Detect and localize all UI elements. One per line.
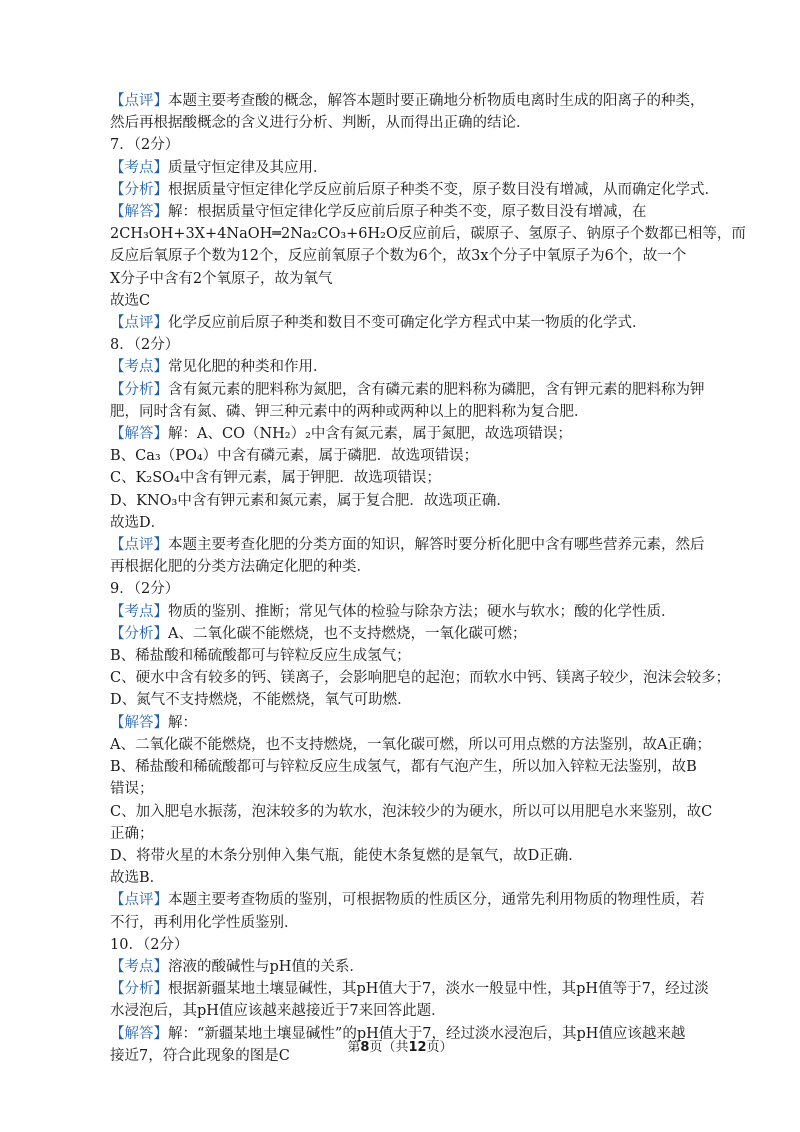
- line-text: 9．（2分）: [110, 581, 180, 598]
- section-tag: 【解答】: [110, 1025, 168, 1042]
- line-text: 接近7，符合此现象的图是C: [110, 1047, 290, 1064]
- text-line: [110, 356, 710, 378]
- text-line: [110, 334, 710, 356]
- document-body: [110, 90, 746, 1067]
- text-line: [110, 112, 710, 134]
- text-line: [110, 534, 710, 556]
- text-line: [110, 956, 710, 978]
- text-line: [110, 268, 710, 290]
- line-text: 化学反应前后原子种类和数目不变可确定化学方程式中某一物质的化学式．: [168, 315, 647, 332]
- footer-prefix: 第: [347, 1040, 361, 1055]
- section-tag: 【分析】: [110, 181, 168, 198]
- line-text: D、KNO₃中含有钾元素和氮元素，属于复合肥．故选项正确．: [110, 492, 511, 509]
- text-line: [110, 134, 710, 156]
- text-line: [110, 445, 710, 467]
- line-text: 错误；: [110, 781, 154, 798]
- text-line: [110, 312, 710, 334]
- section-tag: 【分析】: [110, 381, 168, 398]
- line-text: 不行，再利用化学性质鉴别．: [110, 914, 299, 931]
- line-text: D、氮气不支持燃烧，不能燃烧，氧气可助燃．: [110, 692, 412, 709]
- section-tag: 【分析】: [110, 981, 168, 998]
- section-tag: 【点评】: [110, 93, 168, 109]
- line-text: 再根据化肥的分类方法确定化肥的种类．: [110, 559, 371, 576]
- text-line: [110, 423, 710, 445]
- line-text: B、稀盐酸和稀硫酸都可与锌粒反应生成氢气；: [110, 648, 411, 665]
- line-text: A、二氧化碳不能燃烧，也不支持燃烧，一氧化碳可燃，所以可用点燃的方法鉴别，故A正确；: [110, 736, 711, 753]
- line-text: C、K₂SO₄中含有钾元素，属于钾肥．故选项错误；: [110, 470, 441, 487]
- text-line: [110, 179, 719, 201]
- line-text: 解：: [168, 714, 197, 731]
- line-text: 含有氮元素的肥料称为氮肥，含有磷元素的肥料称为磷肥，含有钾元素的肥料称为钾: [168, 381, 705, 398]
- line-text: B、Ca₃（PO₄）中含有磷元素，属于磷肥．故选项错误；: [110, 448, 479, 465]
- text-line: [110, 845, 710, 867]
- line-text: 溶液的酸碱性与pH值的关系．: [168, 958, 364, 975]
- text-line: [110, 290, 710, 312]
- line-text: 质量守恒定律及其应用．: [168, 159, 328, 176]
- line-text: 故选C: [110, 292, 151, 309]
- text-line: [110, 778, 710, 800]
- section-tag: 【点评】: [110, 537, 168, 554]
- line-text: 正确；: [110, 825, 154, 842]
- text-line: [110, 623, 710, 645]
- text-line: [110, 912, 710, 934]
- line-text: 根据新疆某地土壤显碱性，其pH值大于7，淡水一般显中性，其pH值等于7，经过淡: [168, 981, 709, 998]
- text-line: [110, 90, 710, 112]
- text-line: [110, 223, 746, 245]
- text-line: [110, 734, 710, 756]
- section-tag: 【考点】: [110, 359, 168, 376]
- text-line: [110, 512, 710, 534]
- total-page-count: 12: [408, 1040, 427, 1055]
- current-page-number: 8: [360, 1040, 370, 1055]
- text-line: [110, 245, 710, 267]
- text-line: [110, 645, 710, 667]
- line-text: 反应后氧原子个数为12个，反应前氧原子个数为6个，故3x个分子中氧原子为6个，故一个: [110, 248, 687, 265]
- text-line: [110, 490, 710, 512]
- line-text: 肥，同时含有氮、磷、钾三种元素中的两种或两种以上的肥料称为复合肥．: [110, 403, 589, 420]
- text-line: [110, 689, 710, 711]
- footer-middle: 页（共: [369, 1040, 409, 1055]
- line-text: 故选D．: [110, 514, 166, 531]
- line-text: 水浸泡后，其pH值应该越来越接近于7来回答此题．: [110, 1003, 446, 1020]
- line-text: 根据质量守恒定律化学反应前后原子种类不变，原子数目没有增减，从而确定化学式．: [168, 181, 719, 198]
- line-text: 常见化肥的种类和作用．: [168, 359, 328, 376]
- section-tag: 【解答】: [110, 204, 168, 221]
- section-tag: 【考点】: [110, 159, 168, 176]
- section-tag: 【考点】: [110, 958, 168, 975]
- text-line: [110, 667, 731, 689]
- line-text: A、二氧化碳不能燃烧，也不支持燃烧，一氧化碳可燃；: [168, 625, 527, 642]
- line-text: 10．（2分）: [110, 936, 189, 953]
- text-line: [110, 157, 710, 179]
- text-line: [110, 401, 710, 423]
- text-line: [110, 801, 713, 823]
- line-text: 2CH₃OH+3X+4NaOH═2Na₂CO₃+6H₂O反应前后，碳原子、氢原子、钠原子个数都已相等，而: [110, 226, 746, 243]
- text-line: [110, 467, 710, 489]
- section-tag: 【解答】: [110, 426, 168, 443]
- section-tag: 【解答】: [110, 714, 168, 731]
- text-line: [110, 978, 710, 1000]
- line-text: 7．（2分）: [110, 137, 180, 154]
- line-text: D、将带火星的木条分别伸入集气瓶，能使木条复燃的是氧气，故D正确．: [110, 847, 583, 864]
- text-line: [110, 889, 710, 911]
- section-tag: 【点评】: [110, 315, 168, 332]
- text-line: [110, 756, 710, 778]
- line-text: 本题主要考查物质的鉴别，可根据物质的性质区分，通常先利用物质的物理性质，若: [168, 892, 705, 909]
- line-text: 物质的鉴别、推断；常见气体的检验与除杂方法；硬水与软水；酸的化学性质．: [168, 603, 676, 620]
- line-text: X分子中含有2个氧原子，故为氧气: [110, 270, 333, 287]
- line-text: 本题主要考查酸的概念，解答本题时要正确地分析物质电离时生成的阳离子的种类，: [168, 93, 705, 109]
- text-line: [110, 201, 710, 223]
- section-tag: 【分析】: [110, 625, 168, 642]
- footer-suffix: 页）: [426, 1040, 453, 1055]
- text-line: [110, 1000, 710, 1022]
- line-text: 解：“新疆某地土壤显碱性”的pH值大于7，经过淡水浸泡后，其pH值应该越来越: [168, 1025, 686, 1042]
- section-tag: 【点评】: [110, 892, 168, 909]
- text-line: [110, 601, 710, 623]
- section-tag: 【考点】: [110, 603, 168, 620]
- text-line: [110, 934, 710, 956]
- line-text: B、稀盐酸和稀硫酸都可与锌粒反应生成氢气，都有气泡产生，所以加入锌粒无法鉴别，故B: [110, 759, 697, 776]
- text-line: [110, 712, 710, 734]
- text-line: [110, 867, 710, 889]
- line-text: 本题主要考查化肥的分类方面的知识，解答时要分析化肥中含有哪些营养元素，然后: [168, 537, 705, 554]
- line-text: 8．（2分）: [110, 337, 180, 354]
- text-line: [110, 578, 710, 600]
- text-line: [110, 823, 710, 845]
- line-text: C、硬水中含有较多的钙、镁离子，会影响肥皂的起泡；而软水中钙、镁离子较少，泡沫会较多；: [110, 670, 731, 687]
- line-text: 故选B．: [110, 870, 165, 887]
- line-text: 然后再根据酸概念的含义进行分析、判断，从而得出正确的结论．: [110, 115, 531, 132]
- line-text: C、加入肥皂水振荡，泡沫较多的为软水，泡沫较少的为硬水，所以可以用肥皂水来鉴别，故C: [110, 803, 713, 820]
- text-line: [110, 379, 710, 401]
- line-text: 解：根据质量守恒定律化学反应前后原子种类不变，原子数目没有增减，在: [168, 204, 647, 221]
- line-text: 解：A、CO（NH₂）₂中含有氮元素，属于氮肥，故选项错误；: [168, 426, 572, 443]
- page-footer: [0, 1036, 800, 1055]
- text-line: [110, 556, 710, 578]
